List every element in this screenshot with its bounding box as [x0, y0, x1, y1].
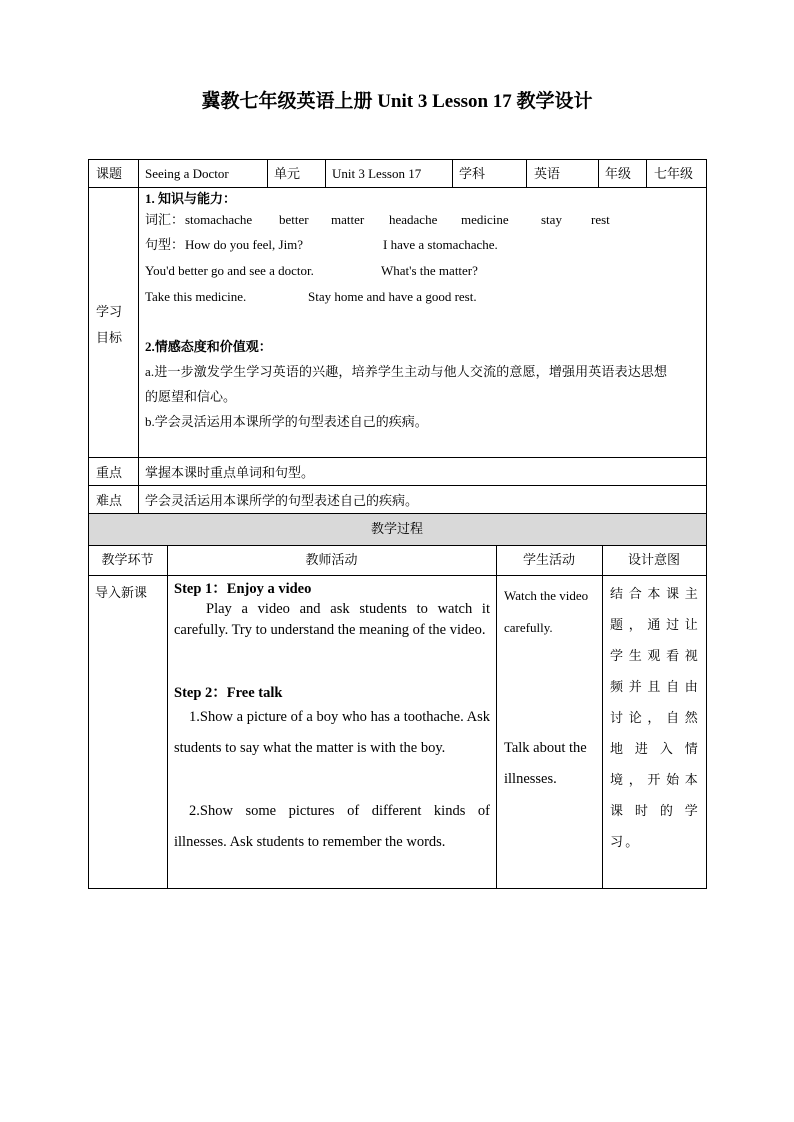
unit-label: 单元 — [274, 166, 301, 181]
unit-value: Unit 3 Lesson 17 — [332, 166, 422, 181]
stage-label: 导入新课 — [95, 585, 148, 600]
student-activity-2: Talk about the illnesses. — [504, 740, 587, 787]
difficult-points-label: 难点 — [96, 493, 123, 508]
knowledge-heading: 1. 知识与能力： — [145, 191, 237, 206]
emotion-a-line1: a.进一步激发学生学习英语的兴趣，培养学生主动与他人交流的意愿，增强用英语表达思想 — [145, 364, 668, 379]
sentence: You'd better go and see a doctor. — [145, 263, 314, 278]
topic-label: 课题 — [96, 166, 123, 181]
emotion-b: b.学会灵活运用本课所学的句型表述自己的疾病。 — [145, 414, 428, 429]
sentence-label: 句型： — [145, 237, 185, 252]
sentence: Stay home and have a good rest. — [308, 289, 477, 304]
column-header-intent: 设计意图 — [627, 552, 680, 567]
column-header-teacher: 教师活动 — [305, 552, 358, 567]
sentence: How do you feel, Jim? — [185, 237, 304, 252]
key-points-value: 掌握本课时重点单词和句型。 — [145, 465, 315, 480]
step2-title: Step 2：Free talk — [174, 685, 283, 701]
vocab-word: rest — [591, 212, 610, 227]
column-header-stage: 教学环节 — [101, 552, 154, 567]
subject-label: 学科 — [459, 166, 486, 181]
student-activity-1: Watch the video carefully. — [504, 588, 589, 635]
grade-value: 七年级 — [654, 166, 694, 181]
vocab-word: better — [279, 212, 309, 227]
grade-label: 年级 — [605, 166, 632, 181]
vocab-label: 词汇： — [145, 212, 185, 227]
step2-item2: 2.Show some pictures of different kinds of illnesses. Ask students to remember the words. — [174, 803, 490, 850]
sentence: I have a stomachache. — [383, 237, 498, 252]
document-title: 冀教七年级英语上册 Unit 3 Lesson 17 教学设计 — [201, 91, 593, 112]
vocab-word: medicine — [461, 212, 509, 227]
design-intent: 结合本课主题，通过让学生观看视频并且自由讨论，自然地进入情境，开始本课时的学习。 — [610, 586, 700, 849]
vocab-word: headache — [389, 212, 438, 227]
objectives-label-line2: 目标 — [96, 330, 123, 345]
difficult-points-value: 学会灵活运用本课所学的句型表述自己的疾病。 — [145, 493, 419, 508]
step1-title: Step 1：Enjoy a video — [174, 581, 312, 597]
sentence: What's the matter? — [381, 263, 478, 278]
process-header: 教学过程 — [370, 521, 423, 536]
topic-value: Seeing a Doctor — [145, 166, 229, 181]
column-header-student: 学生活动 — [522, 552, 575, 567]
sentence: Take this medicine. — [145, 289, 247, 304]
vocab-word: matter — [331, 212, 365, 227]
vocab-word: stay — [541, 212, 562, 227]
vocab-word: stomachache — [185, 212, 253, 227]
key-points-label: 重点 — [96, 465, 123, 480]
step2-item1: 1.Show a picture of a boy who has a toothache. Ask students to say what the matter is with the boy. — [174, 709, 490, 756]
subject-value: 英语 — [534, 166, 561, 181]
objectives-label-line1: 学习 — [96, 304, 123, 319]
emotion-heading: 2.情感态度和价值观： — [145, 339, 272, 354]
emotion-a-line2: 的愿望和信心。 — [145, 389, 237, 404]
step1-text: Play a video and ask students to watch it carefully. Try to understand the meaning of the video. — [174, 601, 490, 638]
